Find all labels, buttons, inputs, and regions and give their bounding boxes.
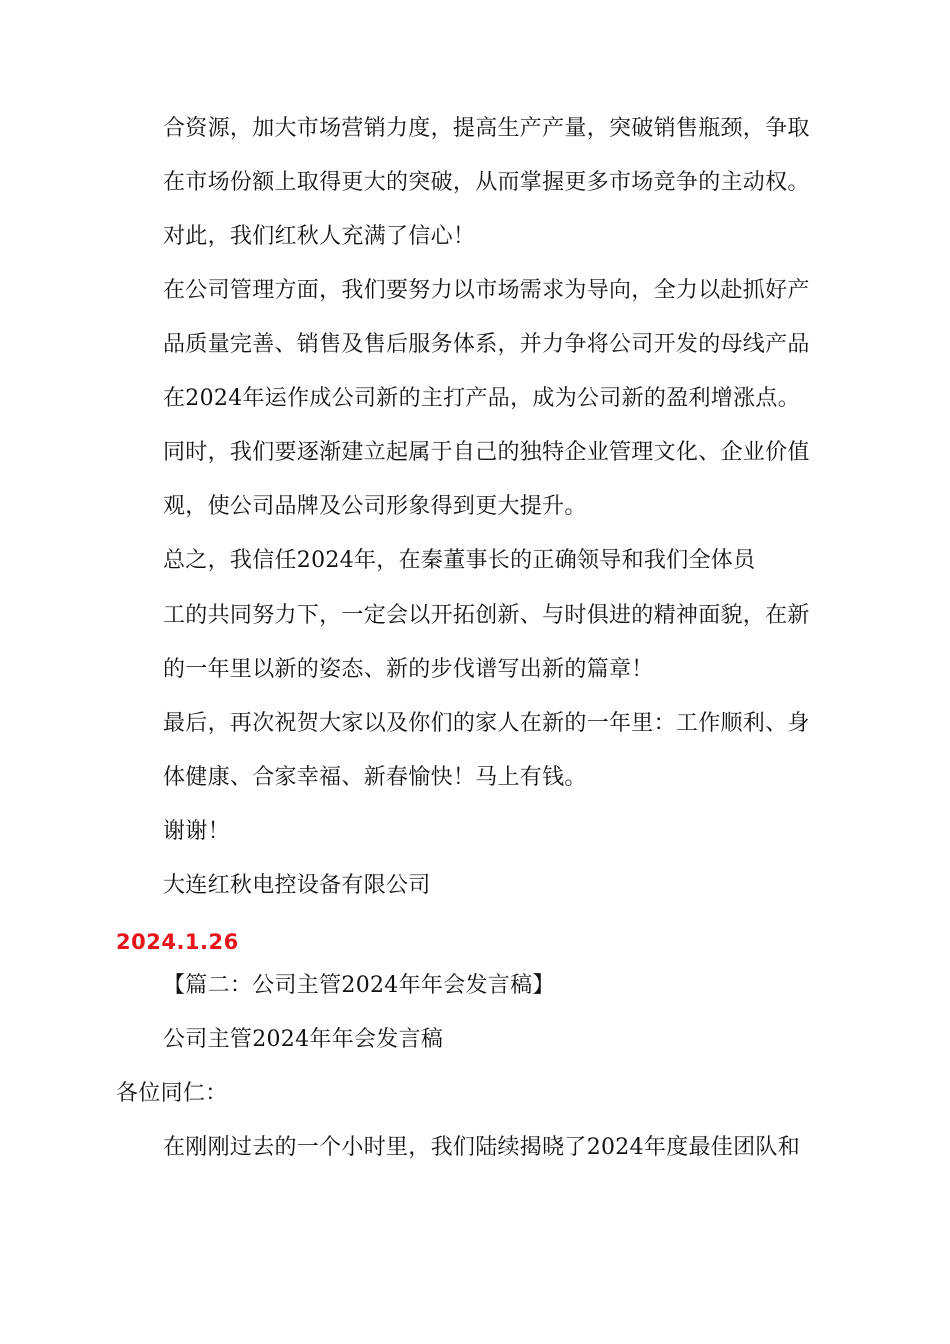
paragraph-line: 总之，我信任2024年，在秦董事长的正确领导和我们全体员 (163, 548, 756, 573)
speech-title: 公司主管2024年年会发言稿 (163, 1027, 444, 1052)
section-title: 【篇二：公司主管2024年年会发言稿】 (163, 973, 555, 998)
closing-thanks: 谢谢！ (163, 819, 230, 844)
paragraph-line: 体健康、合家幸福、新春愉快！马上有钱。 (163, 765, 587, 790)
paragraph-line: 最后，再次祝贺大家以及你们的家人在新的一年里：工作顺利、身 (163, 711, 810, 736)
paragraph-line: 工的共同努力下，一定会以开拓创新、与时俱进的精神面貌，在新 (163, 603, 810, 628)
salutation: 各位同仁： (116, 1081, 228, 1106)
paragraph-line: 品质量完善、销售及售后服务体系，并力争将公司开发的母线产品 (163, 332, 810, 357)
paragraph-line: 对此，我们红秋人充满了信心！ (163, 224, 476, 249)
paragraph-line: 在刚刚过去的一个小时里，我们陆续揭晓了2024年度最佳团队和 (163, 1135, 800, 1160)
signature-date: 2024.1.26 (116, 930, 239, 954)
paragraph-line: 在市场份额上取得更大的突破，从而掌握更多市场竞争的主动权。 (163, 170, 810, 195)
paragraph-line: 观，使公司品牌及公司形象得到更大提升。 (163, 494, 587, 519)
company-signature: 大连红秋电控设备有限公司 (163, 873, 431, 898)
paragraph-line: 同时，我们要逐渐建立起属于自己的独特企业管理文化、企业价值 (163, 440, 810, 465)
paragraph-line: 在公司管理方面，我们要努力以市场需求为导向，全力以赴抓好产 (163, 278, 810, 303)
paragraph-line: 的一年里以新的姿态、新的步伐谱写出新的篇章！ (163, 657, 654, 682)
paragraph-line: 合资源，加大市场营销力度，提高生产产量，突破销售瓶颈，争取 (163, 116, 810, 141)
paragraph-line: 在2024年运作成公司新的主打产品，成为公司新的盈利增涨点。 (163, 386, 800, 411)
